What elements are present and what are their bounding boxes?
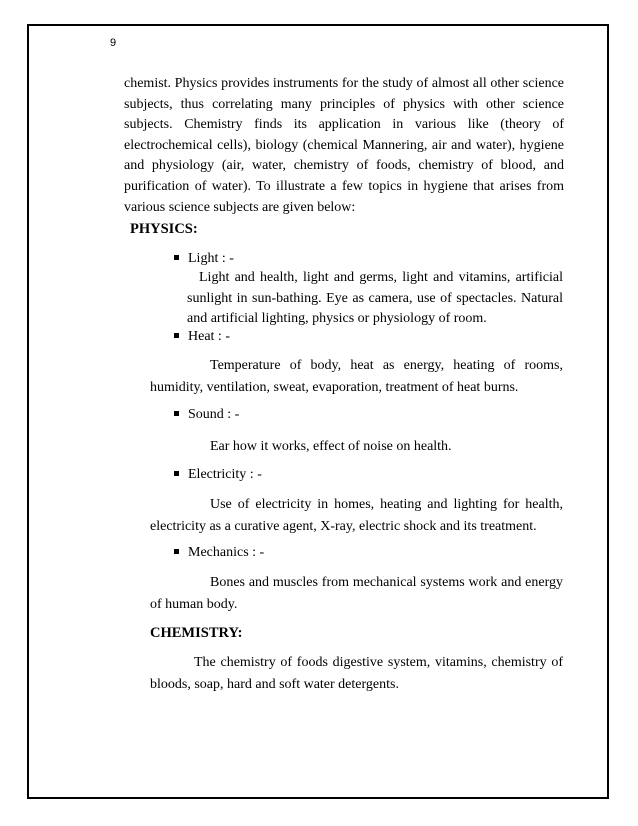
sound-description: Ear how it works, effect of noise on health. xyxy=(210,439,452,454)
light-description: Light and health, light and germs, light and vitamins, artificial sunlight in sun-bathing. Eye as camera, use of spectacles. Natural and artificial lighting, physics or physiology of room. xyxy=(187,270,563,326)
bullet-square-icon xyxy=(174,255,179,260)
electricity-topic xyxy=(174,467,262,483)
bullet-square-icon xyxy=(174,471,179,476)
bullet-square-icon xyxy=(174,333,179,338)
physics-heading: PHYSICS: xyxy=(130,221,198,237)
electricity-description: Use of electricity in homes, heating and lighting for health, electricity as a curative agent, X-ray, electric shock and its treatment. xyxy=(150,497,563,534)
mechanics-description: Bones and muscles from mechanical systems work and energy of human body. xyxy=(150,575,563,612)
bullet-square-icon xyxy=(174,411,179,416)
chemistry-heading: CHEMISTRY: xyxy=(150,625,243,641)
bullet-square-icon xyxy=(174,549,179,554)
sound-topic xyxy=(174,407,239,423)
sound-label: Sound : - xyxy=(188,407,240,422)
light-label: Light : - xyxy=(188,251,234,266)
mechanics-topic xyxy=(174,545,264,561)
intro-paragraph: chemist. Physics provides instruments for the study of almost all other science subjects, thus correlating many principles of physics with other science subjects. Chemistry finds its application in various like (theory of electrochemical cells), biology (chemical Mannering, air and water), hygiene and physiology (air, water, chemistry of foods, chemistry of blood, and purification of water). To illustrate a few topics in hygiene that arises from various science subjects are given below: xyxy=(124,76,564,215)
chemistry-description: The chemistry of foods digestive system, vitamins, chemistry of bloods, soap, hard and soft water detergents. xyxy=(150,655,563,692)
mechanics-label: Mechanics : - xyxy=(188,545,265,560)
light-topic xyxy=(174,251,234,267)
page-number: 9 xyxy=(110,37,117,49)
heat-description: Temperature of body, heat as energy, heating of rooms, humidity, ventilation, sweat, evaporation, treatment of heat burns. xyxy=(150,358,563,395)
heat-label: Heat : - xyxy=(188,329,230,344)
heat-topic xyxy=(174,329,230,345)
electricity-label: Electricity : - xyxy=(188,467,262,482)
